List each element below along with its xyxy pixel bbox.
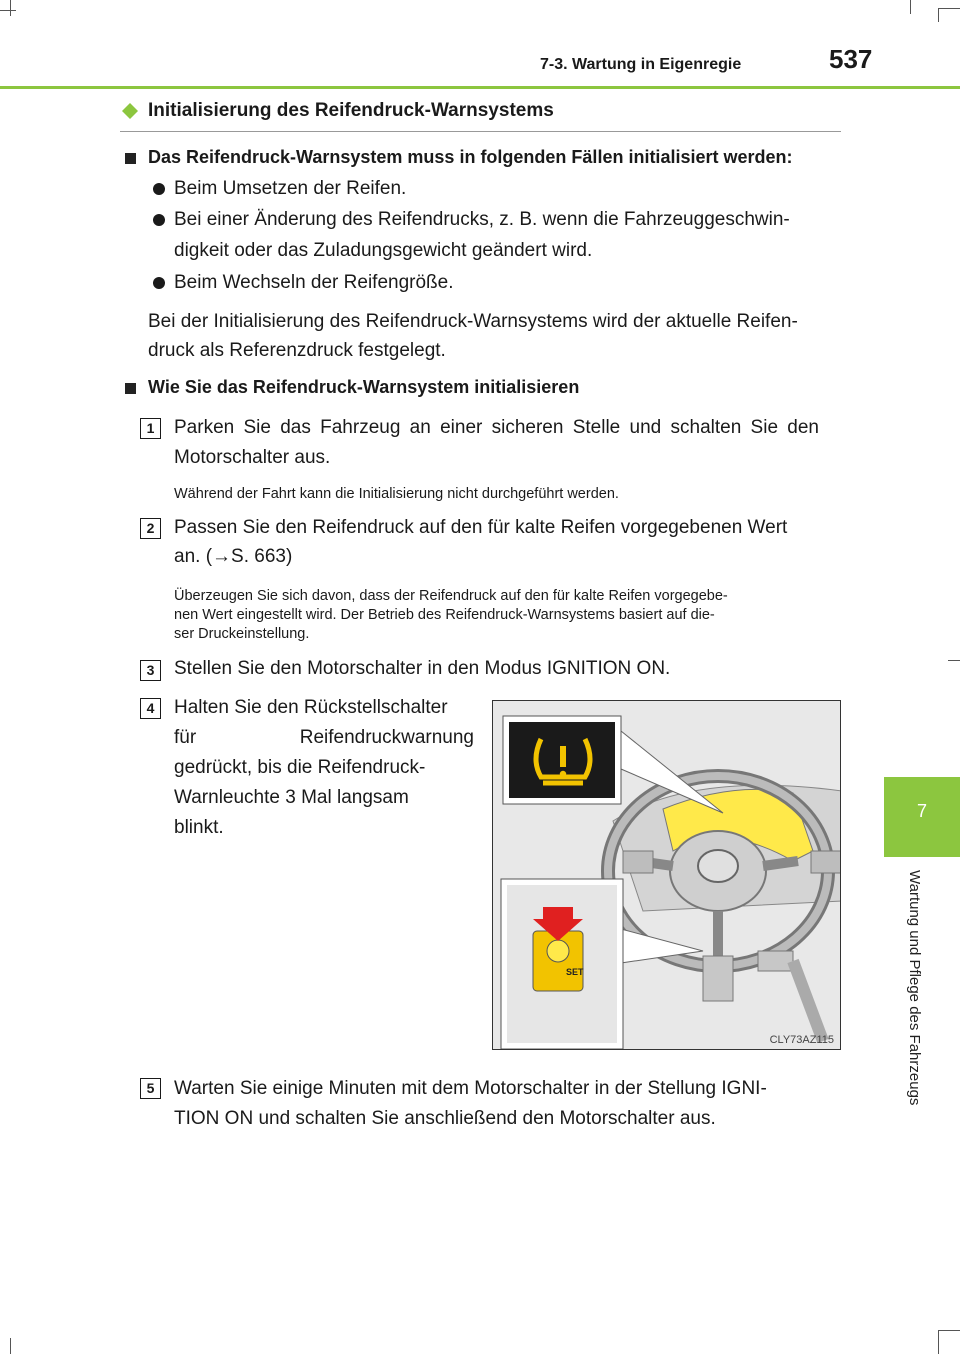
page-number: 537 (829, 44, 873, 74)
step-badge: 4 (140, 698, 161, 719)
subheading-when: Das Reifendruck-Warnsystem muss in folgenden Fällen initialisiert werden: (148, 147, 793, 167)
paragraph-line: druck als Referenzdruck festgelegt. (148, 340, 446, 361)
step-text: Warnleuchte 3 Mal langsam (174, 787, 409, 808)
step-text: Motorschalter aus. (174, 447, 331, 468)
chapter-title: 7-3. Wartung in Eigenregie (540, 56, 742, 73)
steering-wheel-illustration (493, 701, 841, 1050)
bullet-dot-icon (153, 183, 165, 195)
step-text: gedrückt, bis die Reifendruck- (174, 757, 426, 778)
step-text: Passen Sie den Reifendruck auf den für kalte Reifen vorgegebenen Wert (174, 517, 788, 538)
dashboard-illustration (492, 700, 841, 1050)
set-button-label: SET (566, 967, 584, 977)
step-text: Warten Sie einige Minuten mit dem Motorschalter in der Stellung IGNI- (174, 1078, 767, 1099)
bullet-dot-icon (153, 214, 165, 226)
step-text: TION ON und schalten Sie anschließend den Motorschalter aus. (174, 1108, 716, 1129)
step-note: Während der Fahrt kann die Initialisierung nicht durchgeführt werden. (174, 486, 619, 502)
step-note: Überzeugen Sie sich davon, dass der Reifendruck auf den für kalte Reifen vorgegebe- (174, 588, 728, 604)
paragraph-line: Bei der Initialisierung des Reifendruck-Warnsystems wird der aktuelle Reifen- (148, 311, 798, 332)
chapter-tab-number: 7 (916, 801, 927, 821)
bullet-dot-icon (153, 277, 165, 289)
subheading-how: Wie Sie das Reifendruck-Warnsystem initialisieren (148, 377, 580, 397)
step-badge: 1 (140, 418, 161, 439)
step-text: blinkt. (174, 817, 224, 838)
header-rule (0, 86, 960, 89)
square-bullet-icon (125, 383, 136, 394)
step-badge: 2 (140, 518, 161, 539)
bullet-text: Bei einer Änderung des Reifendrucks, z. B. wenn die Fahrzeuggeschwin- (174, 209, 790, 230)
bullet-text: Beim Umsetzen der Reifen. (174, 178, 407, 199)
step-text: Stellen Sie den Motorschalter in den Modus IGNITION ON. (174, 658, 671, 679)
step-text: Halten Sie den Rückstellschalter (174, 697, 448, 718)
step-text: an. (→S. 663) (174, 546, 293, 567)
step-badge: 5 (140, 1078, 161, 1099)
step-note: ser Druckeinstellung. (174, 626, 310, 642)
step-badge: 3 (140, 660, 161, 681)
section-rule (120, 131, 841, 132)
figure-code: CLY73AZ115 (769, 1034, 834, 1046)
step-text: für Reifendruckwarnung (174, 727, 474, 748)
diamond-icon (122, 103, 138, 119)
chapter-tab (884, 777, 960, 857)
step-text: Parken Sie das Fahrzeug an einer sicheren Stelle und schalten Sie den (174, 417, 819, 438)
bullet-text: Beim Wechseln der Reifengröße. (174, 272, 454, 293)
square-bullet-icon (125, 153, 136, 164)
chapter-side-label: Wartung und Pflege des Fahrzeugs (906, 870, 923, 1106)
bullet-text: digkeit oder das Zuladungsgewicht geändert wird. (174, 240, 593, 261)
step-note: nen Wert eingestellt wird. Der Betrieb des Reifendruck-Warnsystems basiert auf die- (174, 607, 715, 623)
section-title: Initialisierung des Reifendruck-Warnsystems (148, 100, 554, 121)
